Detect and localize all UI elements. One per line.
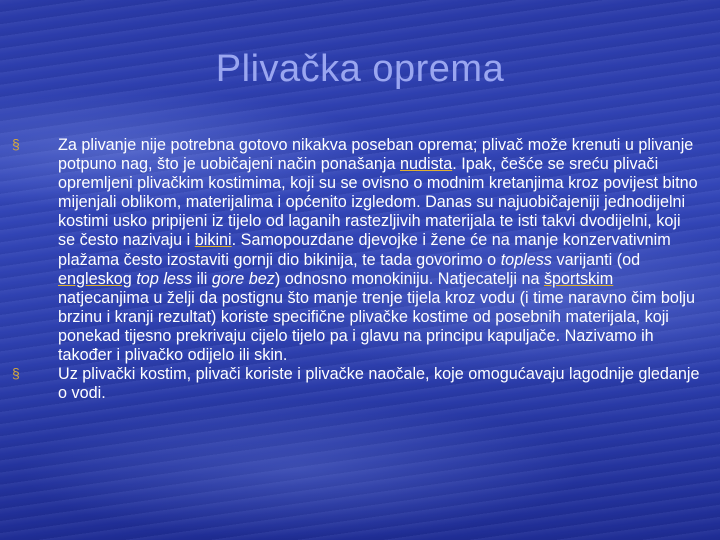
bullet-icon [12, 368, 23, 379]
paragraph-text: Uz plivački kostim, plivači koriste i plivačke naočale, koje omogućavaju lagodnije gledanje o vodi. [58, 365, 700, 403]
bullet-list [12, 136, 702, 403]
italic-term: top less [136, 269, 193, 288]
paragraph-text: Za plivanje nije potrebna gotovo nikakva poseban oprema; plivač može krenuti u plivanje potpuno nag, što je uobičajeni način ponašanja nudista. Ipak, češće se sreću plivači opremljeni plivačkim kostimima, koji su se ovisno o modnim kretanjima kroz povijest bitno mijenjali oblikom, materijalima i općenito izgledom. Danas su najuobičajeniji jednodijelni kostimi usko pripijeni iz tijelo od laganih rastezljivih materijala te isti takvi dvodijelni, koji se često nazivaju i bikini. Samopouzdane djevojke i žene će na manje konzervativnim plažama često izostaviti gornji dio bikinija, te tada govorimo o topless varijanti (od engleskog top less ili gore bez) odnosno monokiniju. Natjecatelji na športskim natjecanjima u želji da postignu što manje trenje tijela kroz vodu (i time naravno čim bolju brzinu i kranji rezultat) koriste specifične plivačke kostime od posebnih materijala, koji ponekad tijesno prekrivaju cijelo tijelo pa i glavu na principu kapuljače. Nazivamo ih također i plivačko odijelo ili skin. [58, 136, 698, 365]
bullet-item [12, 365, 702, 403]
italic-term: topless [500, 250, 552, 269]
bullet-item [12, 136, 702, 365]
bullet-icon [12, 139, 23, 150]
link-sportskim[interactable]: športskim [543, 269, 614, 288]
slide-title: Plivačka oprema [215, 48, 505, 90]
link-nudista[interactable]: nudista [400, 155, 453, 174]
link-bikini[interactable]: bikini [194, 231, 232, 250]
link-engleskog[interactable]: engleskog [58, 269, 132, 288]
italic-term: gore bez [211, 269, 275, 288]
